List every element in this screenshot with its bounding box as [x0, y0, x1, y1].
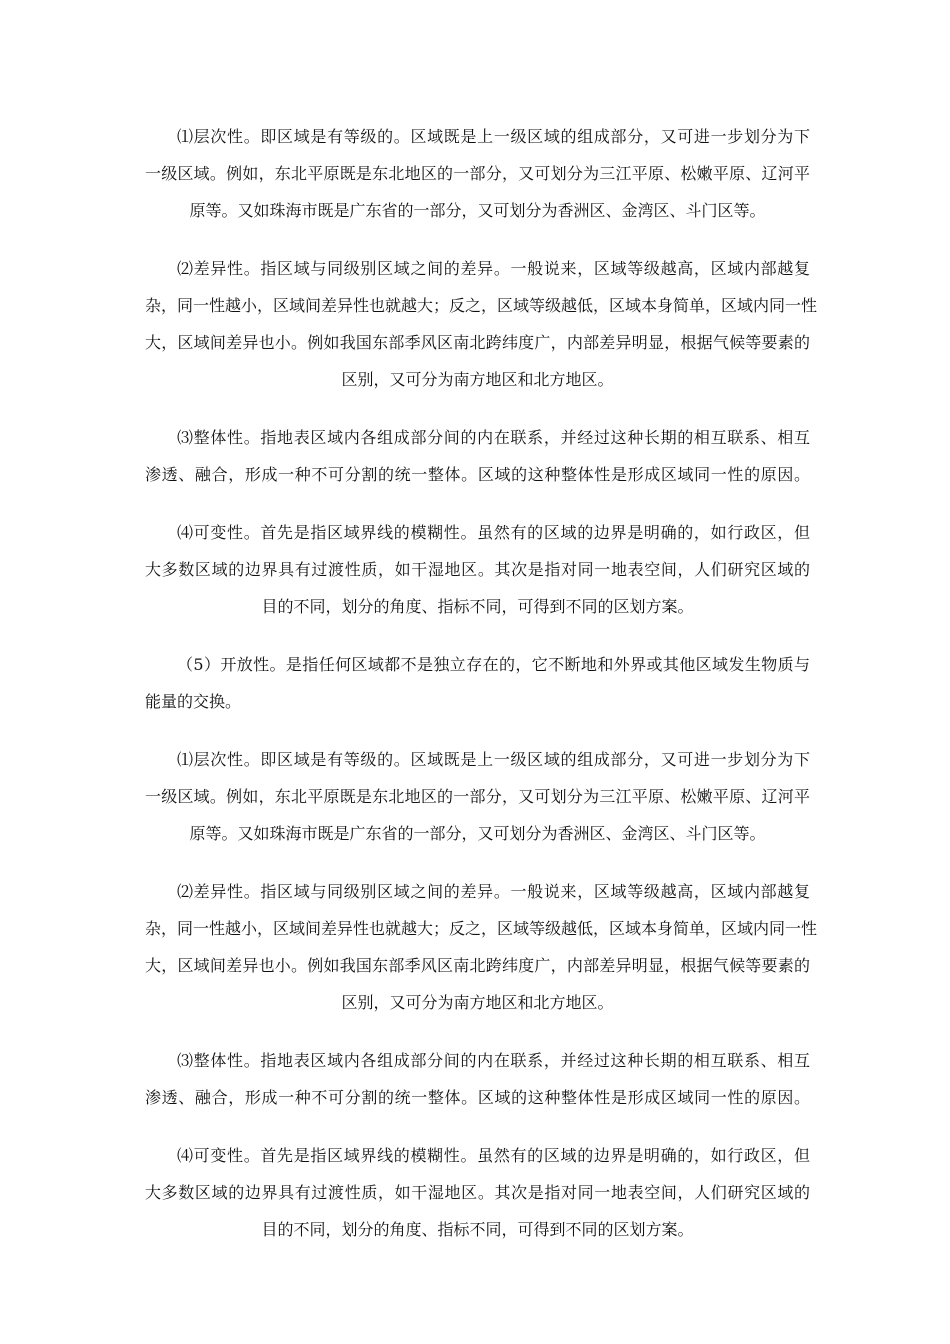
text-line: ⑶整体性。指地表区域内各组成部分间的内在联系，并经过这种长期的相互联系、相互: [177, 1051, 810, 1070]
paragraph-hierarchy-repeat: [145, 741, 810, 852]
text-line: 大多数区域的边界具有过渡性质，如干湿地区。其次是指对同一地表空间，人们研究区域的: [145, 560, 810, 579]
text-line: 原等。又如珠海市既是广东省的一部分，又可划分为香洲区、金湾区、斗门区等。: [189, 201, 766, 220]
text-line: 杂，同一性越小，区域间差异性也就越大；反之，区域等级越低，区域本身简单，区域内同一性: [145, 296, 818, 315]
paragraph-openness: [145, 646, 810, 720]
paragraph-integrity-repeat: [145, 1042, 810, 1116]
paragraph-difference-repeat: [145, 873, 818, 1021]
text-line: ⑴层次性。即区域是有等级的。区域既是上一级区域的组成部分，又可进一步划分为下: [177, 750, 810, 769]
text-line: 渗透、融合，形成一种不可分割的统一整体。区域的这种整体性是形成区域同一性的原因。: [145, 465, 810, 484]
text-line: （5）开放性。是指任何区域都不是独立存在的，它不断地和外界或其他区域发生物质与: [177, 655, 810, 674]
text-line: ⑷可变性。首先是指区域界线的模糊性。虽然有的区域的边界是明确的，如行政区，但: [177, 1146, 810, 1165]
text-line: 区别，又可分为南方地区和北方地区。: [341, 370, 614, 389]
text-line: 一级区域。例如，东北平原既是东北地区的一部分，又可划分为三江平原、松嫩平原、辽河平: [145, 787, 810, 806]
text-line: ⑶整体性。指地表区域内各组成部分间的内在联系，并经过这种长期的相互联系、相互: [177, 428, 810, 447]
text-line: 大，区域间差异也小。例如我国东部季风区南北跨纬度广，内部差异明显，根据气候等要素的: [145, 333, 810, 352]
text-line: 目的不同，划分的角度、指标不同，可得到不同的区划方案。: [261, 597, 694, 616]
text-line: 大多数区域的边界具有过渡性质，如干湿地区。其次是指对同一地表空间，人们研究区域的: [145, 1183, 810, 1202]
text-line: ⑴层次性。即区域是有等级的。区域既是上一级区域的组成部分，又可进一步划分为下: [177, 127, 810, 146]
paragraph-difference: [145, 250, 818, 398]
text-line: 原等。又如珠海市既是广东省的一部分，又可划分为香洲区、金湾区、斗门区等。: [189, 824, 766, 843]
text-line: ⑵差异性。指区域与同级别区域之间的差异。一般说来，区域等级越高，区域内部越复: [177, 882, 810, 901]
text-line: 杂，同一性越小，区域间差异性也就越大；反之，区域等级越低，区域本身简单，区域内同一性: [145, 919, 818, 938]
paragraph-variability-repeat: [145, 1137, 810, 1248]
paragraph-variability: [145, 514, 810, 625]
text-line: 能量的交换。: [145, 692, 242, 711]
paragraph-hierarchy: [145, 118, 810, 229]
text-line: 渗透、融合，形成一种不可分割的统一整体。区域的这种整体性是形成区域同一性的原因。: [145, 1088, 810, 1107]
text-line: 一级区域。例如，东北平原既是东北地区的一部分，又可划分为三江平原、松嫩平原、辽河平: [145, 164, 810, 183]
text-line: ⑷可变性。首先是指区域界线的模糊性。虽然有的区域的边界是明确的，如行政区，但: [177, 523, 810, 542]
paragraph-integrity: [145, 419, 810, 493]
document-page: [145, 118, 818, 1269]
text-line: 目的不同，划分的角度、指标不同，可得到不同的区划方案。: [261, 1220, 694, 1239]
text-line: 区别，又可分为南方地区和北方地区。: [341, 993, 614, 1012]
text-line: ⑵差异性。指区域与同级别区域之间的差异。一般说来，区域等级越高，区域内部越复: [177, 259, 810, 278]
text-line: 大，区域间差异也小。例如我国东部季风区南北跨纬度广，内部差异明显，根据气候等要素的: [145, 956, 810, 975]
